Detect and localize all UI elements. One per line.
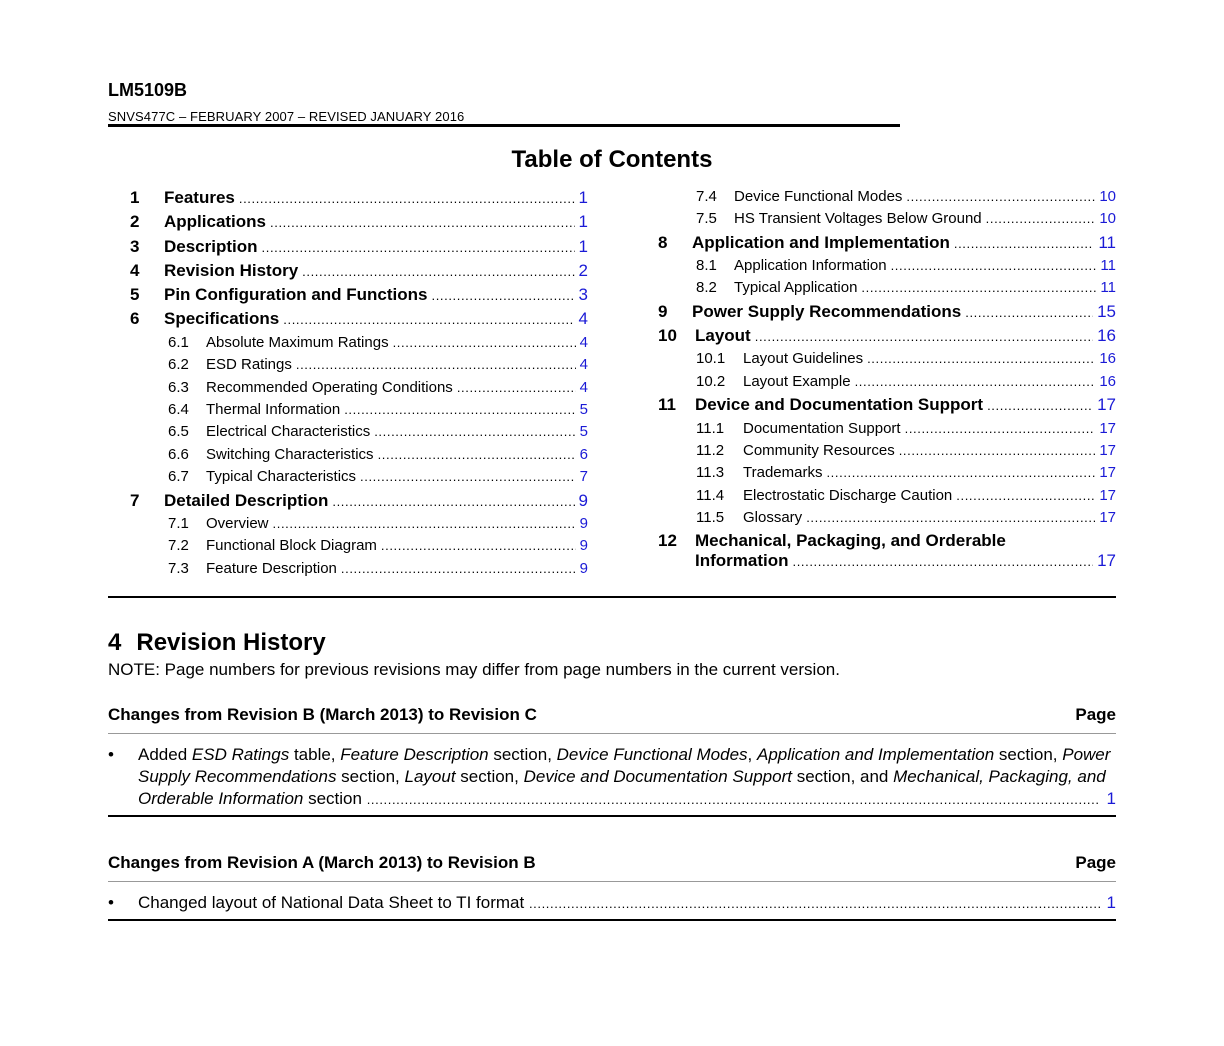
change-leader xyxy=(529,893,1102,912)
toc-entry-label: Layout Example xyxy=(743,372,851,390)
toc-entry-continuation[interactable] xyxy=(658,551,1116,575)
toc-entry-label: Glossary xyxy=(743,509,803,527)
toc-entry-number: 12 xyxy=(658,531,677,551)
toc-entry[interactable] xyxy=(658,464,1116,486)
toc-entry[interactable] xyxy=(658,373,1116,395)
toc-page-link[interactable]: 10 xyxy=(1099,210,1116,228)
toc-leader-dots xyxy=(393,335,576,350)
toc-leader-dots xyxy=(239,191,575,206)
toc-entry[interactable] xyxy=(658,442,1116,464)
toc-entry[interactable] xyxy=(130,560,588,582)
toc-leader-dots xyxy=(283,312,574,327)
change-text: section, xyxy=(488,745,557,764)
toc-leader-dots xyxy=(806,510,1095,525)
change-text: section xyxy=(303,789,362,808)
toc-entry[interactable] xyxy=(658,509,1116,531)
toc-right-column xyxy=(658,188,1116,576)
change-text: table, xyxy=(289,745,341,764)
toc-page-link[interactable]: 17 xyxy=(1099,486,1116,504)
toc-page-link[interactable]: 5 xyxy=(579,423,588,441)
toc-entry[interactable] xyxy=(658,350,1116,372)
toc-entry-label: Information xyxy=(695,551,789,571)
toc-page-link[interactable]: 1 xyxy=(578,188,588,207)
toc-entry[interactable] xyxy=(130,188,588,212)
toc-entry-label: Typical Application xyxy=(734,279,858,297)
italic-reference: Device Functional Modes xyxy=(556,745,748,764)
toc-leader-dots xyxy=(273,516,576,531)
toc-leader-dots xyxy=(360,469,576,484)
change-leader-dots: .............................................................................................................................................................................. xyxy=(366,792,1100,807)
toc-entry-number: 11.1 xyxy=(696,419,725,437)
change-text: section, xyxy=(994,745,1063,764)
change-page-link[interactable]: 1 xyxy=(1106,789,1116,808)
toc-entry-label: Applications xyxy=(164,212,267,232)
revision-history-heading xyxy=(108,629,326,657)
toc-entry-label: Documentation Support xyxy=(743,419,901,437)
toc-leader-dots xyxy=(457,380,576,395)
change-item xyxy=(138,892,1116,915)
change-block-heading xyxy=(108,853,1116,873)
toc-entry-number: 6.4 xyxy=(168,400,189,418)
toc-page-link[interactable]: 11 xyxy=(1098,232,1116,252)
toc-page-link[interactable]: 5 xyxy=(579,400,588,418)
toc-entry-label: Electrostatic Discharge Caution xyxy=(743,486,953,504)
toc-page-link[interactable]: 16 xyxy=(1099,350,1116,368)
toc-page-link[interactable]: 9 xyxy=(578,490,588,510)
toc-entry[interactable] xyxy=(130,285,588,309)
toc-page-link[interactable]: 11 xyxy=(1100,279,1116,297)
revision-note: NOTE: Page numbers for previous revisions may differ from page numbers in the current version. xyxy=(108,660,840,679)
page-column-header: Page xyxy=(1075,705,1116,724)
toc-entry-label: Device Functional Modes xyxy=(734,188,903,205)
toc-entry-number: 11.4 xyxy=(696,486,725,504)
toc-leader-dots xyxy=(826,465,1095,480)
toc-page-link[interactable]: 17 xyxy=(1097,551,1116,571)
toc-entry-number: 6.2 xyxy=(168,356,189,374)
toc-leader-dots xyxy=(755,329,1093,344)
toc-entry-number: 6 xyxy=(130,309,140,329)
toc-entry-label: Typical Characteristics xyxy=(206,468,357,486)
change-text: , xyxy=(747,745,757,764)
toc-leader-dots xyxy=(855,374,1096,389)
toc-entry-label: Recommended Operating Conditions xyxy=(206,378,453,396)
toc-entry-label: Thermal Information xyxy=(206,400,341,418)
toc-entry-label: ESD Ratings xyxy=(206,356,292,374)
toc-entry-number: 10 xyxy=(658,326,677,346)
toc-page-link[interactable]: 3 xyxy=(578,285,588,305)
toc-entry[interactable] xyxy=(130,261,588,285)
toc-entry-number: 4 xyxy=(130,260,140,280)
change-item xyxy=(138,744,1116,811)
toc-entry[interactable] xyxy=(658,395,1116,419)
toc-entry-number: 6.6 xyxy=(168,445,189,463)
toc-leader-dots xyxy=(332,494,574,509)
toc-page-link[interactable]: 11 xyxy=(1100,257,1116,275)
toc-page-link[interactable]: 4 xyxy=(579,378,588,396)
toc-entry-label: Application Information xyxy=(734,257,887,275)
toc-page-link[interactable]: 7 xyxy=(579,468,588,486)
toc-entry-number: 6.3 xyxy=(168,378,189,396)
toc-entry-number: 11.3 xyxy=(696,464,725,482)
toc-entry[interactable] xyxy=(658,279,1116,301)
toc-page-link[interactable]: 9 xyxy=(579,559,588,577)
toc-entry[interactable] xyxy=(658,233,1116,257)
change-block-heading xyxy=(108,705,1116,725)
toc-leader-dots xyxy=(986,211,1096,226)
toc-entry-number: 11 xyxy=(658,395,676,415)
toc-entry-number: 2 xyxy=(130,212,140,232)
toc-page-link[interactable]: 15 xyxy=(1097,301,1116,321)
toc-entry-label: Absolute Maximum Ratings xyxy=(206,333,389,351)
toc-entry-number: 7.3 xyxy=(168,559,189,577)
italic-reference: Application and Implementation xyxy=(756,745,995,764)
toc-entry[interactable] xyxy=(658,531,1116,551)
toc-page-link[interactable]: 4 xyxy=(579,333,588,351)
toc-leader-dots xyxy=(965,305,1093,320)
toc-leader-dots xyxy=(793,554,1094,569)
toc-entry-label: Trademarks xyxy=(743,464,823,482)
toc-page-link[interactable]: 9 xyxy=(579,537,588,555)
page-column-header: Page xyxy=(1075,853,1116,872)
toc-entry[interactable] xyxy=(658,487,1116,509)
section-divider xyxy=(108,596,1116,598)
toc-page-link[interactable]: 4 xyxy=(579,356,588,374)
toc-entry-number: 7.2 xyxy=(168,537,189,555)
toc-leader-dots xyxy=(956,488,1095,503)
toc-entry[interactable] xyxy=(130,309,588,333)
italic-reference: Mechanical, Packaging, and Orderable Information xyxy=(138,767,1106,808)
toc-entry[interactable] xyxy=(130,515,588,537)
toc-entry[interactable] xyxy=(130,423,588,445)
toc-page-link[interactable]: 1 xyxy=(578,212,588,232)
toc-entry-label: Layout xyxy=(695,326,751,346)
toc-entry-number: 8 xyxy=(658,232,668,252)
toc-entry[interactable] xyxy=(130,446,588,468)
toc-entry-label: Electrical Characteristics xyxy=(206,423,371,441)
toc-entry-number: 6.7 xyxy=(168,468,189,486)
toc-leader-dots xyxy=(296,357,576,372)
toc-entry-label: Device and Documentation Support xyxy=(695,395,984,415)
change-text: Changed layout of National Data Sheet to TI format xyxy=(138,893,525,912)
toc-entry-label: Feature Description xyxy=(206,559,337,577)
change-text: section, xyxy=(455,767,524,786)
toc-leader-dots xyxy=(899,443,1096,458)
toc-entry-label: Features xyxy=(164,188,235,207)
change-block-rule xyxy=(108,919,1116,921)
toc-leader-dots xyxy=(905,421,1096,436)
italic-reference: ESD Ratings xyxy=(191,745,290,764)
toc-entry[interactable] xyxy=(130,401,588,423)
change-leader-dots: ........................................................................................................................................ xyxy=(528,896,1102,911)
toc-page-link[interactable]: 17 xyxy=(1099,419,1116,437)
toc-leader-dots xyxy=(378,447,576,462)
toc-entry-number: 6.5 xyxy=(168,423,189,441)
toc-page-link[interactable]: 10 xyxy=(1099,188,1116,205)
italic-reference: Power Supply Recommendations xyxy=(138,745,1111,786)
toc-entry[interactable] xyxy=(658,257,1116,279)
toc-entry[interactable] xyxy=(130,491,588,515)
toc-leader-dots xyxy=(302,264,574,279)
toc-entry-number: 10.1 xyxy=(696,350,726,368)
toc-entry-label: Community Resources xyxy=(743,441,895,459)
toc-leader-dots xyxy=(891,258,1097,273)
toc-leader-dots xyxy=(867,351,1095,366)
toc-entry-label: Power Supply Recommendations xyxy=(692,301,962,321)
toc-entry[interactable] xyxy=(130,468,588,490)
italic-reference: Feature Description xyxy=(340,745,489,764)
change-description xyxy=(138,744,1116,811)
toc-page-link[interactable]: 16 xyxy=(1097,326,1116,346)
document-id: LM5109B xyxy=(108,80,188,100)
toc-entry-number: 11.5 xyxy=(696,509,725,527)
toc-entry-label: Functional Block Diagram xyxy=(206,537,377,555)
toc-page-link[interactable]: 9 xyxy=(579,514,588,532)
toc-page-link[interactable]: 17 xyxy=(1099,441,1116,459)
toc-page-link[interactable]: 4 xyxy=(578,309,588,329)
toc-entry[interactable] xyxy=(130,334,588,356)
change-header-rule xyxy=(108,881,1116,882)
change-heading-text: Changes from Revision A (March 2013) to Revision B xyxy=(108,853,536,872)
italic-reference: Layout xyxy=(404,767,456,786)
toc-entry-label: Description xyxy=(164,236,258,256)
toc-title: Table of Contents xyxy=(511,146,713,173)
header-rule xyxy=(108,124,900,127)
toc-entry-number: 7.1 xyxy=(168,514,189,532)
toc-page-link[interactable]: 6 xyxy=(579,445,588,463)
toc-page-link[interactable]: 1 xyxy=(578,236,588,256)
toc-entry[interactable] xyxy=(658,326,1116,350)
toc-leader-dots xyxy=(954,236,1094,251)
toc-leader-dots xyxy=(344,402,575,417)
toc-entry[interactable] xyxy=(658,420,1116,442)
toc-left-column xyxy=(130,188,588,582)
toc-entry-label: Specifications xyxy=(164,309,280,329)
change-block-rule xyxy=(108,815,1116,817)
toc-entry-label: Layout Guidelines xyxy=(743,350,864,368)
toc-entry[interactable] xyxy=(130,356,588,378)
toc-entry[interactable] xyxy=(130,537,588,559)
toc-entry-number: 8.1 xyxy=(696,257,717,275)
toc-entry-label: Overview xyxy=(206,514,269,532)
toc-entry-number: 3 xyxy=(130,236,140,256)
change-heading-text: Changes from Revision B (March 2013) to Revision C xyxy=(108,705,537,724)
toc-leader-dots xyxy=(262,240,575,255)
italic-reference: Device and Documentation Support xyxy=(523,767,792,786)
toc-entry-number: 9 xyxy=(658,301,668,321)
change-page-link[interactable]: 1 xyxy=(1106,893,1116,912)
toc-entry[interactable] xyxy=(130,379,588,401)
toc-entry-number: 7.4 xyxy=(696,188,717,205)
toc-entry-number: 5 xyxy=(130,285,140,305)
toc-entry-number: 7.5 xyxy=(696,210,717,228)
toc-entry-label: Pin Configuration and Functions xyxy=(164,285,428,305)
toc-entry-label: Detailed Description xyxy=(164,490,329,510)
toc-entry-label: HS Transient Voltages Below Ground xyxy=(734,210,982,228)
toc-leader-dots xyxy=(341,561,576,576)
toc-entry-label: Switching Characteristics xyxy=(206,445,374,463)
toc-page-link[interactable]: 17 xyxy=(1099,464,1116,482)
toc-leader-dots xyxy=(381,538,576,553)
toc-entry[interactable] xyxy=(658,210,1116,232)
toc-page-link[interactable]: 2 xyxy=(578,260,588,280)
document-revision-line: SNVS477C – FEBRUARY 2007 – REVISED JANUARY 2016 xyxy=(108,109,465,124)
toc-entry-number: 10.2 xyxy=(696,372,726,390)
toc-entry[interactable] xyxy=(130,212,588,236)
toc-entry-number: 11.2 xyxy=(696,441,725,459)
toc-entry[interactable] xyxy=(130,237,588,261)
toc-leader-dots xyxy=(374,424,575,439)
toc-entry[interactable] xyxy=(658,302,1116,326)
bullet-marker: • xyxy=(108,745,114,764)
toc-entry-number: 7 xyxy=(130,490,140,510)
toc-leader-dots xyxy=(906,189,1095,204)
section-number: 4 xyxy=(108,629,122,656)
section-title: Revision History xyxy=(136,629,326,656)
change-header-rule xyxy=(108,733,1116,734)
toc-entry[interactable] xyxy=(658,188,1116,210)
toc-entry-number: 8.2 xyxy=(696,279,717,297)
change-description xyxy=(138,892,1116,915)
toc-entry-number: 1 xyxy=(130,188,140,207)
change-leader xyxy=(367,789,1100,808)
toc-page-link[interactable]: 17 xyxy=(1097,395,1116,415)
toc-entry-number: 6.1 xyxy=(168,333,189,351)
toc-entry-label: Mechanical, Packaging, and Orderable xyxy=(695,531,1006,551)
toc-leader-dots xyxy=(861,280,1096,295)
toc-leader-dots xyxy=(431,288,574,303)
toc-leader-dots xyxy=(987,398,1093,413)
toc-entry-label: Revision History xyxy=(164,260,299,280)
change-text: section, xyxy=(336,767,405,786)
toc-leader-dots xyxy=(270,215,575,230)
toc-page-link[interactable]: 17 xyxy=(1099,509,1116,527)
toc-page-link[interactable]: 16 xyxy=(1099,372,1116,390)
change-text: section, and xyxy=(791,767,894,786)
change-text: Added xyxy=(138,745,192,764)
bullet-marker: • xyxy=(108,893,114,912)
toc-entry-label: Application and Implementation xyxy=(692,232,950,252)
